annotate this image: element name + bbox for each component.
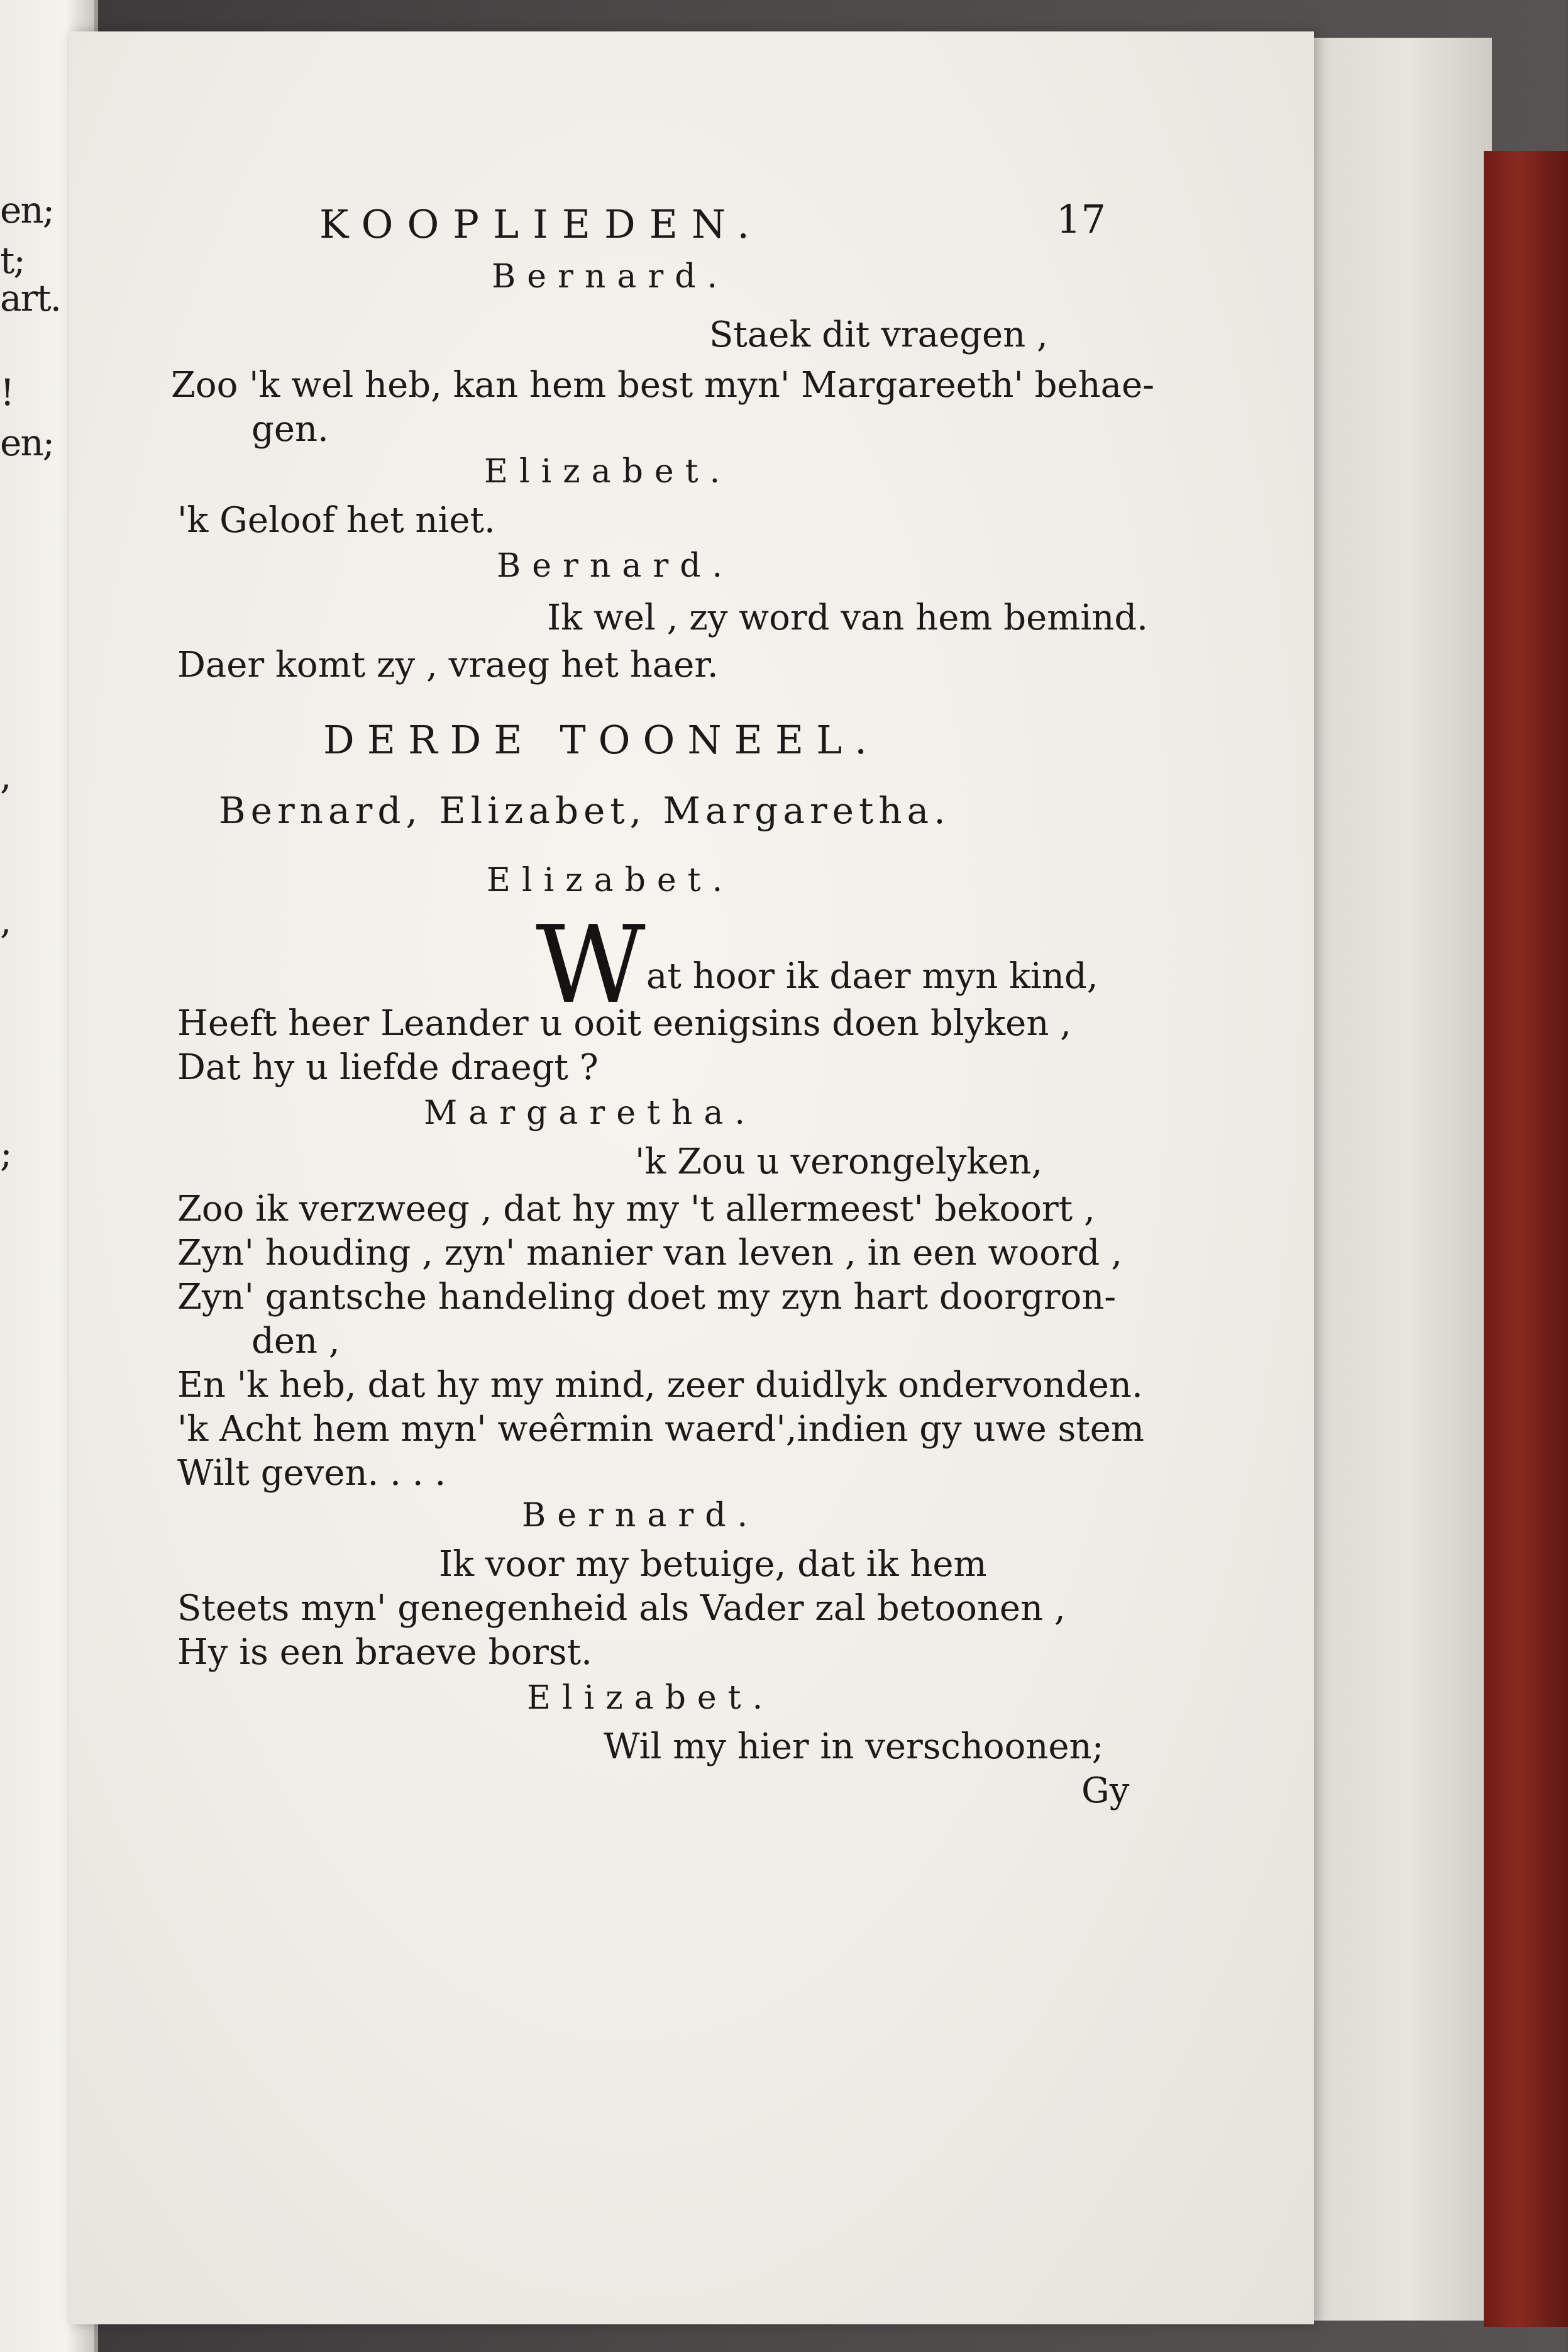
verse-line: En 'k heb, dat hy my mind, zeer duidlyk ondervonden. xyxy=(177,1365,1143,1406)
verse-line: Zyn' gantsche handeling doet my zyn hart doorgron- xyxy=(177,1277,1117,1317)
verse-line: Staek dit vraegen , xyxy=(709,314,1048,355)
scene-title: DERDE TOONEEL. xyxy=(323,717,880,763)
verse-line: 'k Zou u verongelyken, xyxy=(635,1141,1043,1182)
left-page-fragment: en; xyxy=(0,189,54,231)
verse-line: Ik wel , zy word van hem bemind. xyxy=(547,597,1148,638)
left-page-fragment: ; xyxy=(0,1132,11,1175)
left-page-fragment: art. xyxy=(0,277,61,319)
left-page-fragment: , xyxy=(0,899,11,942)
verse-line: Wil my hier in verschoonen; xyxy=(604,1726,1104,1767)
speaker-heading: Bernard. xyxy=(492,258,729,296)
book-page xyxy=(69,31,1314,2324)
speaker-heading: Bernard. xyxy=(522,1497,759,1534)
verse-line: 'k Acht hem myn' weêrmin waerd',indien gy uwe stem xyxy=(177,1409,1145,1450)
left-page-fragment: en; xyxy=(0,421,54,464)
speaker-heading: Elizabet. xyxy=(484,453,732,491)
verse-line: Wilt geven. . . . xyxy=(177,1453,446,1494)
left-page-fragment: , xyxy=(0,755,11,797)
verse-line: Heeft heer Leander u ooit eenigsins doen blyken , xyxy=(177,1003,1071,1044)
speaker-heading: Elizabet. xyxy=(487,862,734,899)
verse-line: Zoo 'k wel heb, kan hem best myn' Margareeth' behae- xyxy=(171,365,1155,406)
speaker-heading: Bernard. xyxy=(497,547,734,585)
left-page-fragment: ! xyxy=(0,371,14,414)
verse-line: Zyn' houding , zyn' manier van leven , in een woord , xyxy=(177,1233,1123,1273)
cast-list: Bernard, Elizabet, Margaretha. xyxy=(219,789,951,832)
book-cover-edge xyxy=(1484,151,1568,2327)
verse-line: Ik voor my betuige, dat ik hem xyxy=(439,1544,987,1585)
verse-line: gen. xyxy=(251,409,329,450)
verse-line: at hoor ik daer myn kind, xyxy=(646,956,1098,997)
verse-line: Zoo ik verzweeg , dat hy my 't allermeest' bekoort , xyxy=(177,1189,1095,1229)
speaker-heading: Margaretha. xyxy=(424,1094,756,1132)
verse-line: Daer komt zy , vraeg het haer. xyxy=(177,645,719,685)
verse-line: den , xyxy=(251,1321,340,1362)
verse-line: Hy is een braeve borst. xyxy=(177,1632,592,1673)
verse-line: 'k Geloof het niet. xyxy=(177,500,495,541)
drop-cap: W xyxy=(536,903,646,1028)
running-head: KOOPLIEDEN. xyxy=(319,201,763,247)
speaker-heading: Elizabet. xyxy=(527,1679,775,1717)
left-page-fragment: t; xyxy=(0,239,25,282)
catchword: Gy xyxy=(1081,1770,1130,1811)
verse-line: Dat hy u liefde draegt ? xyxy=(177,1047,599,1088)
page-number: 17 xyxy=(1056,196,1106,242)
verse-line: Steets myn' genegenheid als Vader zal betoonen , xyxy=(177,1588,1066,1629)
